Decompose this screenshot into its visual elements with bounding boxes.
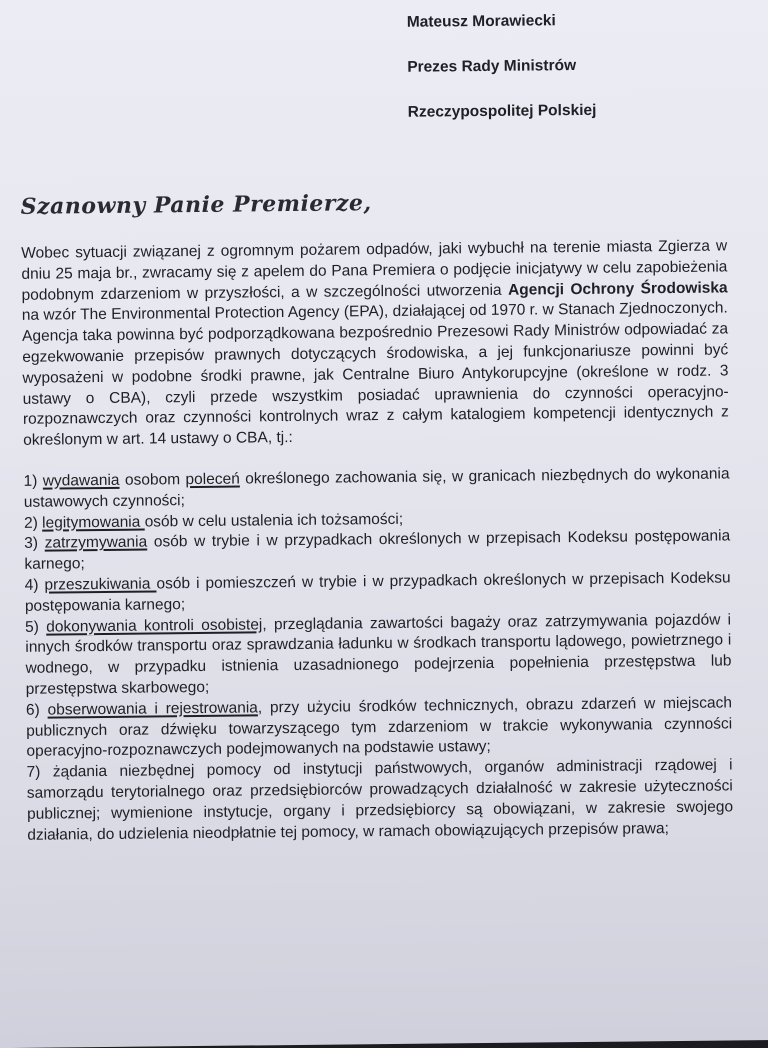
item-keyword: wydawania xyxy=(42,471,120,490)
agency-name: Agencji Ochrony Środowiska xyxy=(507,279,728,299)
item-text: osób w celu ustalenia ich tożsamości; xyxy=(144,510,404,531)
item-keyword-2: poleceń xyxy=(185,470,240,489)
item-text: określonego zachowania się, w granicach niezbędnych do wykonania ustawowych czynności; xyxy=(23,465,730,511)
list-item xyxy=(23,464,729,513)
item-keyword: zatrzymywania xyxy=(44,533,148,552)
item-text: osób i pomieszczeń w trybie i w przypadkach określonych w przepisach Kodeksu postępowania karnego; xyxy=(24,569,731,615)
item-number: 2) xyxy=(23,514,43,532)
item-number: 4) xyxy=(24,576,45,594)
intro-text-2: na wzór The Environmental Protection Agency (EPA), działającej od 1970 r. w Stanach Zjednoczonych. Agencja taka powinna być podporządkowana bezpośrednio Prezesowi Rady Ministrów odpowiadać za egzekwowanie przepisów prawnych dotyczących środowiska, a jej funkcjonariusze powinni być wyposażeni w podobne środki prawne, jak Centralne Biuro Antykorupcyjne (określone w rodz. 3 ustawy o CBA), czyli przede wszystkim posiadać uprawnienia do czynności operacyjno-rozpoznawczych oraz czynności kontrolnych wraz z całym katalogiem kompetencji identycznych z określonym w art. 14 ustawy o CBA, tj.: xyxy=(21,299,729,449)
item-keyword: przeszukiwania xyxy=(44,575,157,594)
list-item xyxy=(25,610,732,701)
item-number: 7) xyxy=(26,763,53,781)
addressee-title: Prezes Rady Ministrów xyxy=(407,57,577,76)
intro-text-1: Wobec sytuacji związanej z ogromnym pożarem odpadów, jaki wybuchł na terenie miasta Zgierza w dniu 25 maja br., zwracamy się z apelem do Pana Premiera o podjęcie inicjatywy w celu zapobieżenia podobnym zdarzeniom w przyszłości, a w szczególności utworzenia xyxy=(21,237,728,304)
addressee-block xyxy=(407,10,597,147)
list-item xyxy=(27,756,734,847)
addressee-country: Rzeczypospolitej Polskiej xyxy=(407,101,597,121)
salutation: Szanowny Panie Premierze, xyxy=(20,190,372,220)
item-text: osób w trybie i w przypadkach określonych w przepisach Kodeksu postępowania karnego; xyxy=(24,527,731,573)
list-item xyxy=(25,568,731,617)
item-text: , przeglądania zawartości bagaży oraz zatrzymywania pojazdów i innych środków transportu oraz sprawdzania ładunku w środkach transportu lądowego, powietrznego i wodnego, w przypadku istnienia uzasadnionego podejrzenia popełnienia przestępstwa lub przestępstwa skarbowego; xyxy=(25,610,732,698)
item-number: 1) xyxy=(23,472,43,490)
intro-paragraph xyxy=(21,236,729,451)
item-keyword: dokonywania kontroli osobistej xyxy=(46,615,263,636)
letter-body xyxy=(21,236,733,846)
list-item xyxy=(24,527,730,576)
item-text: żądania niezbędnej pomocy od instytucji państwowych, organów administracji rządowej i samorządu terytorialnego oraz przedsiębiorców prowadzących działalność w zakresie użyteczności publicznej; wymienione instytucje, organy i przedsiębiorcy są obowiązani, w zakresie swojego działania, do udzielenia nieodpłatnie tej pomocy, w ramach obowiązujących przepisów prawa; xyxy=(26,756,734,844)
item-keyword: legitymowania xyxy=(42,513,145,532)
list-item xyxy=(26,693,733,763)
item-keyword: obserwowania i rejestrowania xyxy=(47,699,258,719)
item-number: 5) xyxy=(25,618,47,636)
item-number: 6) xyxy=(25,701,48,719)
item-text: osobom xyxy=(119,471,186,489)
item-text: , przy użyciu środków technicznych, obrazu zdarzeń w miejscach publicznych oraz dźwięku towarzyszącego tym zdarzeniom w trakcie wykonywania czynności operacyjno-rozpoznawczych podejmowanych na podstawie ustawy; xyxy=(26,694,733,761)
item-number: 3) xyxy=(24,534,45,553)
addressee-name: Mateusz Morawiecki xyxy=(406,12,556,31)
